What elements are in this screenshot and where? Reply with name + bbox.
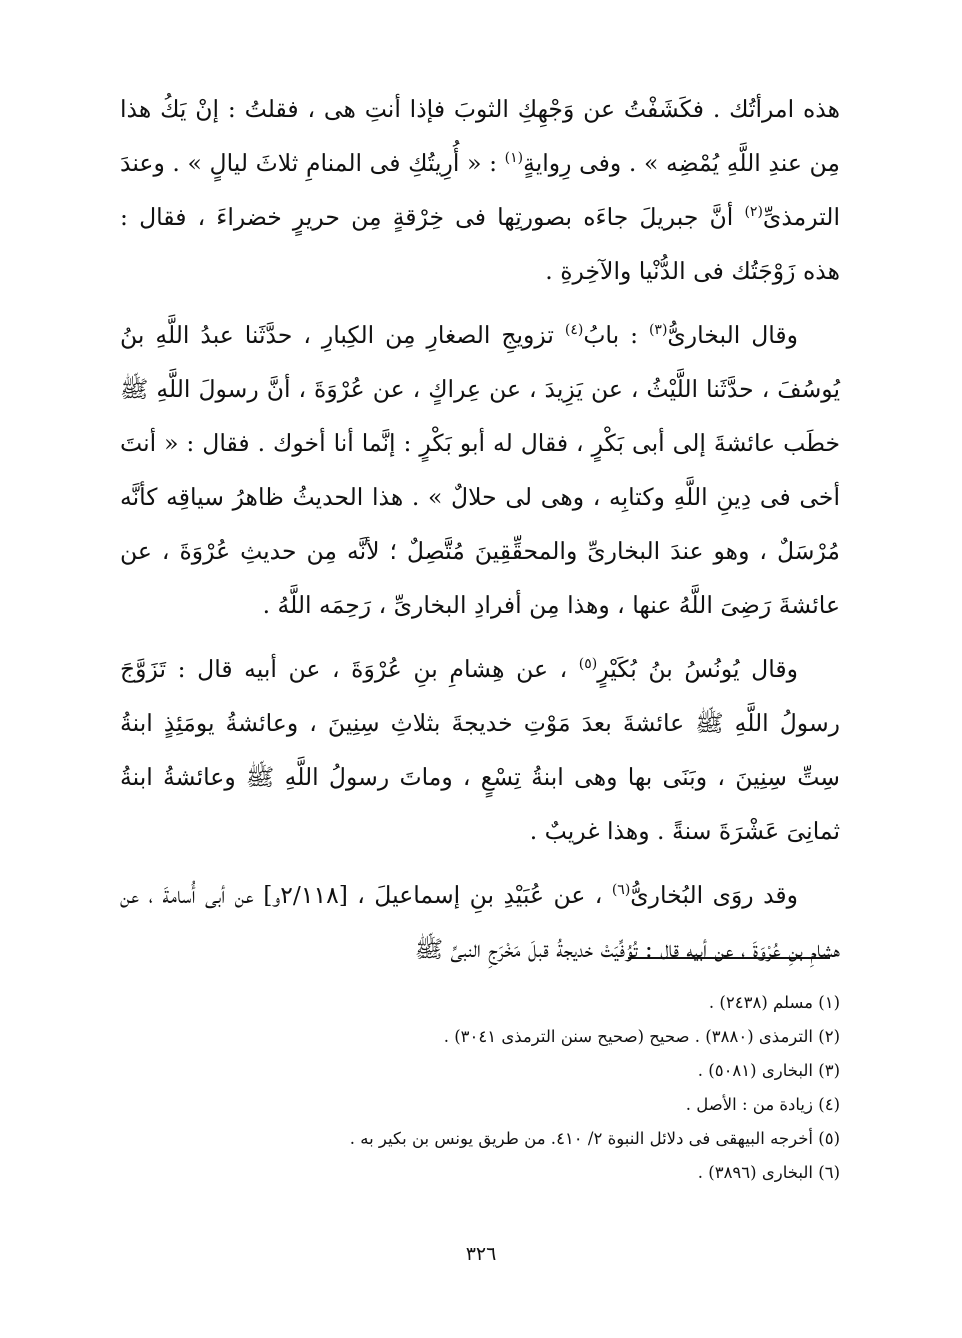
- text-run: ، عن هِشامِ بنِ عُرْوَةَ ، عن أبيه قال : تَزَوَّجَ رسولُ اللَّهِ ﷺ عائشةَ بعدَ مَوْتِ خديجةَ بثلاثِ سِنِينَ ، وعائشةُ يومَئِذٍ ابنةُ سِتِّ سِنِينَ ، وبَنَى بها وهى ابنةُ تِسْعٍ ، وماتَ رسولُ اللَّهِ ﷺ وعائشةُ ابنةُ ثمانِىَ عَشْرَةَ سنةً . وهذا غريبٌ .: [120, 655, 840, 845]
- footnote-ref[interactable]: (٣): [648, 322, 668, 339]
- footnote-ref[interactable]: (٥): [578, 656, 598, 673]
- footnote-item: (٣) البخارى (٥٠٨١) .: [697, 1061, 840, 1080]
- footnote-item: (٥) أخرجه البيهقى فى دلائل النبوة ٢/ ٤١٠. من طريق يونس بن بكير به .: [349, 1129, 840, 1148]
- text-run: : بابُ: [583, 321, 649, 349]
- footnote-item: (٢) الترمذى (٣٨٨٠) . صحيح (صحيح سنن الترمذى ٣٠٤١) .: [443, 1027, 840, 1046]
- main-text: [120, 82, 840, 976]
- footnote-ref[interactable]: (٤): [564, 322, 584, 339]
- footnote-separator: [628, 957, 830, 959]
- footnote-ref[interactable]: (١): [504, 150, 524, 167]
- footnote-item: (١) مسلم (٢٤٣٨) .: [708, 993, 840, 1012]
- footnote-ref[interactable]: (٦): [611, 882, 631, 899]
- footnote-item: (٦) البخارى (٣٨٩٦) .: [697, 1163, 840, 1182]
- paragraph: [120, 642, 840, 858]
- footnote-ref[interactable]: (٢): [744, 204, 763, 221]
- page-number: ٣٢٦: [465, 1243, 497, 1265]
- text-run: تزويجِ الصغارِ مِن الكِبارِ ، حدَّثَنا عبدُ اللَّهِ بنُ يُوسُفَ ، حدَّثَنا اللَّيْثُ ، عن يَزِيدَ ، عن عِراكٍ ، عن عُرْوَةَ ، أنَّ رسولَ اللَّهِ ﷺ خطَب عائشةَ إلى أبى بَكْرٍ ، فقال له أبو بَكْرٍ : إنَّما أنا أخوك . فقال : « أنتَ أخى فى دِينِ اللَّهِ وكتابِه ، وهى لى حلالٌ » . هذا الحديثُ ظاهرُ سياقِه كأنَّه مُرْسَلٌ ، وهو عندَ البخارىِّ والمحقِّقِينَ مُتَّصِلٌ ؛ لأنَّه مِن حديثِ عُرْوَةَ ، عن عائشةَ رَضِىَ اللَّهُ عنها ، وهذا مِن أفرادِ البخارىِّ ، رَحِمَه اللَّهُ .: [120, 321, 840, 619]
- paragraph: [120, 82, 840, 298]
- footnote-item: (٤) زيادة من : الأصل .: [685, 1095, 840, 1114]
- paragraph: [120, 308, 840, 632]
- text-run: هذه امرأتُك . فكَشَفْتُ عن وَجْهِكِ الثوبَ فإذا أنتِ هى ، فقلتُ : إنْ يَكُ هذا مِن عندِ اللَّهِ يُمْضِه » . وفى رِوايةٍ: [120, 95, 840, 177]
- text-run: وقد روَى البُخارىُّ: [630, 881, 799, 909]
- text-run: وقال يُونُسُ بنُ بُكَيْرٍ: [597, 655, 798, 683]
- text-run: ، عن عُبَيْدِ بنِ إسماعيلَ ، [٢/١١٨و] عن أبى أُسامةَ ، عن هشامِ بنِ عُرْوَةَ ، عن أبيه قال : تُوُفِّيَتْ خديجةُ قبلَ مَخْرَجِ النبىِّ ﷺ: [120, 881, 840, 963]
- text-run: أنَّ جبريلَ جاءَه بصورتِها فى خِرْقةٍ مِن حريرٍ خضراءَ ، فقال : هذه زَوْجَتُك فى الدُّنْيا والآخِرةِ .: [120, 203, 840, 285]
- text-run: وقال البخارىُّ: [667, 321, 799, 349]
- text-run: : « أُرِيتُكِ فى المنامِ ثلاثَ ليالٍ » . وعندَ الترمذىِّ: [120, 149, 840, 231]
- footnotes-list: [120, 986, 840, 1190]
- paragraph: [120, 868, 840, 976]
